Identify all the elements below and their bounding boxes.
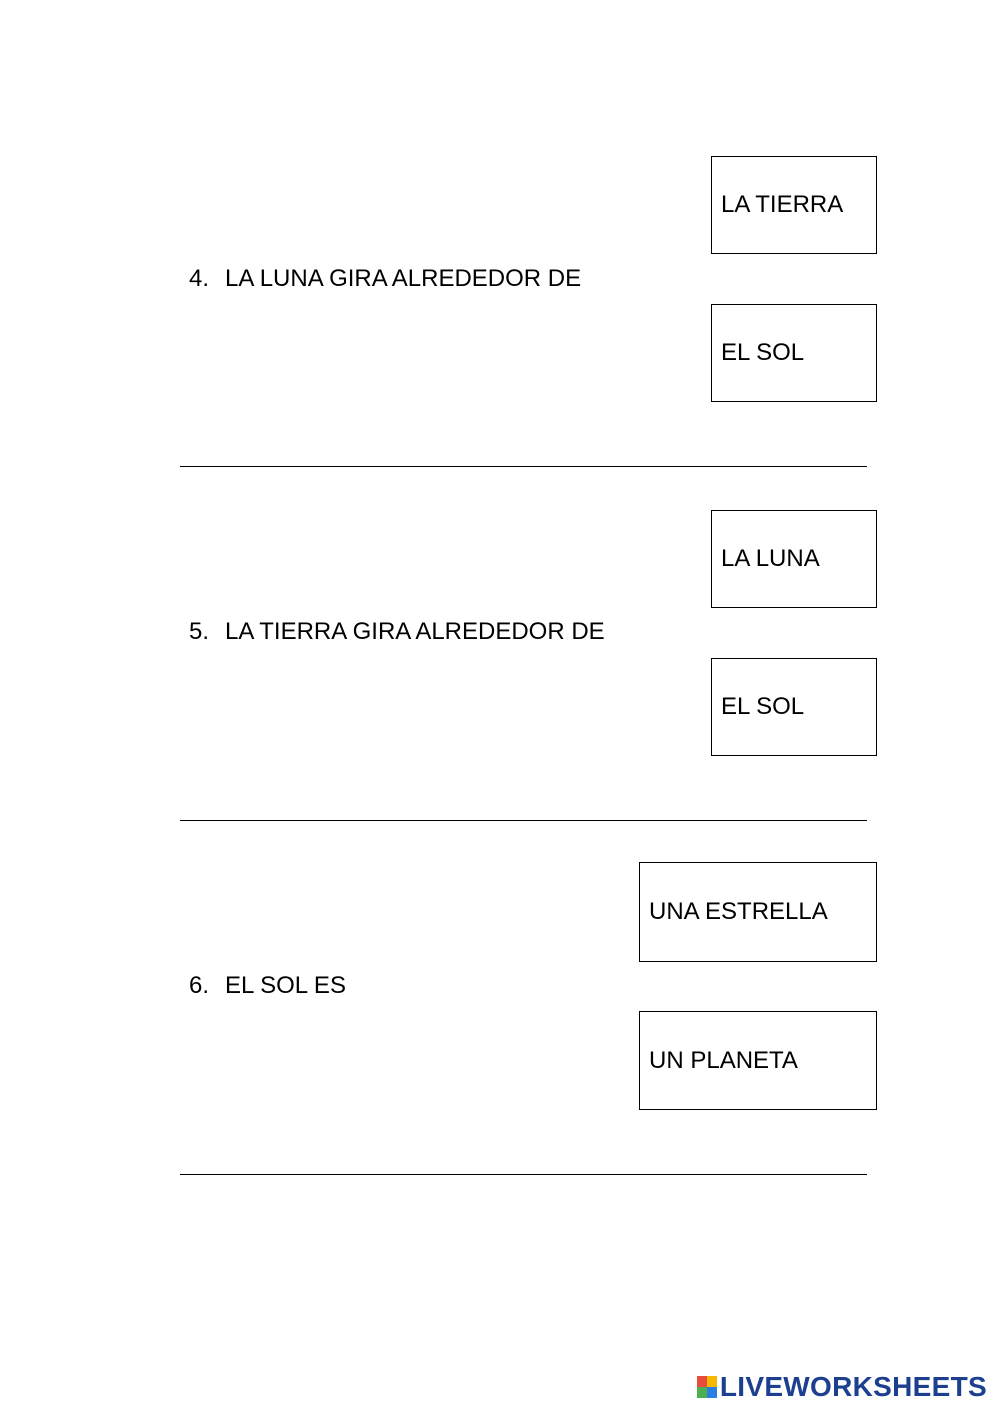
option-label: EL SOL	[721, 693, 805, 720]
option-label: LA TIERRA	[721, 191, 844, 218]
option-una-estrella[interactable]	[639, 862, 877, 962]
logo-square-blue	[707, 1387, 717, 1398]
question-label: LA TIERRA GIRA ALREDEDOR DE	[225, 618, 605, 645]
question-number: 6.	[189, 972, 210, 999]
liveworksheets-logo	[697, 1372, 987, 1402]
answer-line[interactable]	[180, 466, 867, 467]
question-text	[189, 618, 605, 646]
logo-square-red	[697, 1376, 707, 1387]
option-el-sol[interactable]	[711, 658, 877, 756]
option-el-sol[interactable]	[711, 304, 877, 402]
option-label: EL SOL	[721, 339, 805, 366]
option-label: UNA ESTRELLA	[649, 898, 828, 925]
question-label: LA LUNA GIRA ALREDEDOR DE	[225, 265, 582, 292]
option-label: LA LUNA	[721, 545, 820, 572]
question-text	[189, 972, 346, 1000]
answer-line[interactable]	[180, 1174, 867, 1175]
option-la-luna[interactable]	[711, 510, 877, 608]
logo-square-green	[697, 1387, 707, 1398]
answer-line[interactable]	[180, 820, 867, 821]
option-label: UN PLANETA	[649, 1046, 798, 1074]
option-un-planeta[interactable]	[639, 1011, 877, 1110]
question-number: 4.	[189, 265, 210, 292]
question-label: EL SOL ES	[225, 972, 346, 999]
logo-icon	[697, 1376, 717, 1398]
option-la-tierra[interactable]	[711, 156, 877, 254]
question-text	[189, 265, 581, 293]
logo-square-yellow	[707, 1376, 717, 1387]
question-number: 5.	[189, 618, 210, 645]
brand-name: LIVEWORKSHEETS	[719, 1371, 987, 1402]
